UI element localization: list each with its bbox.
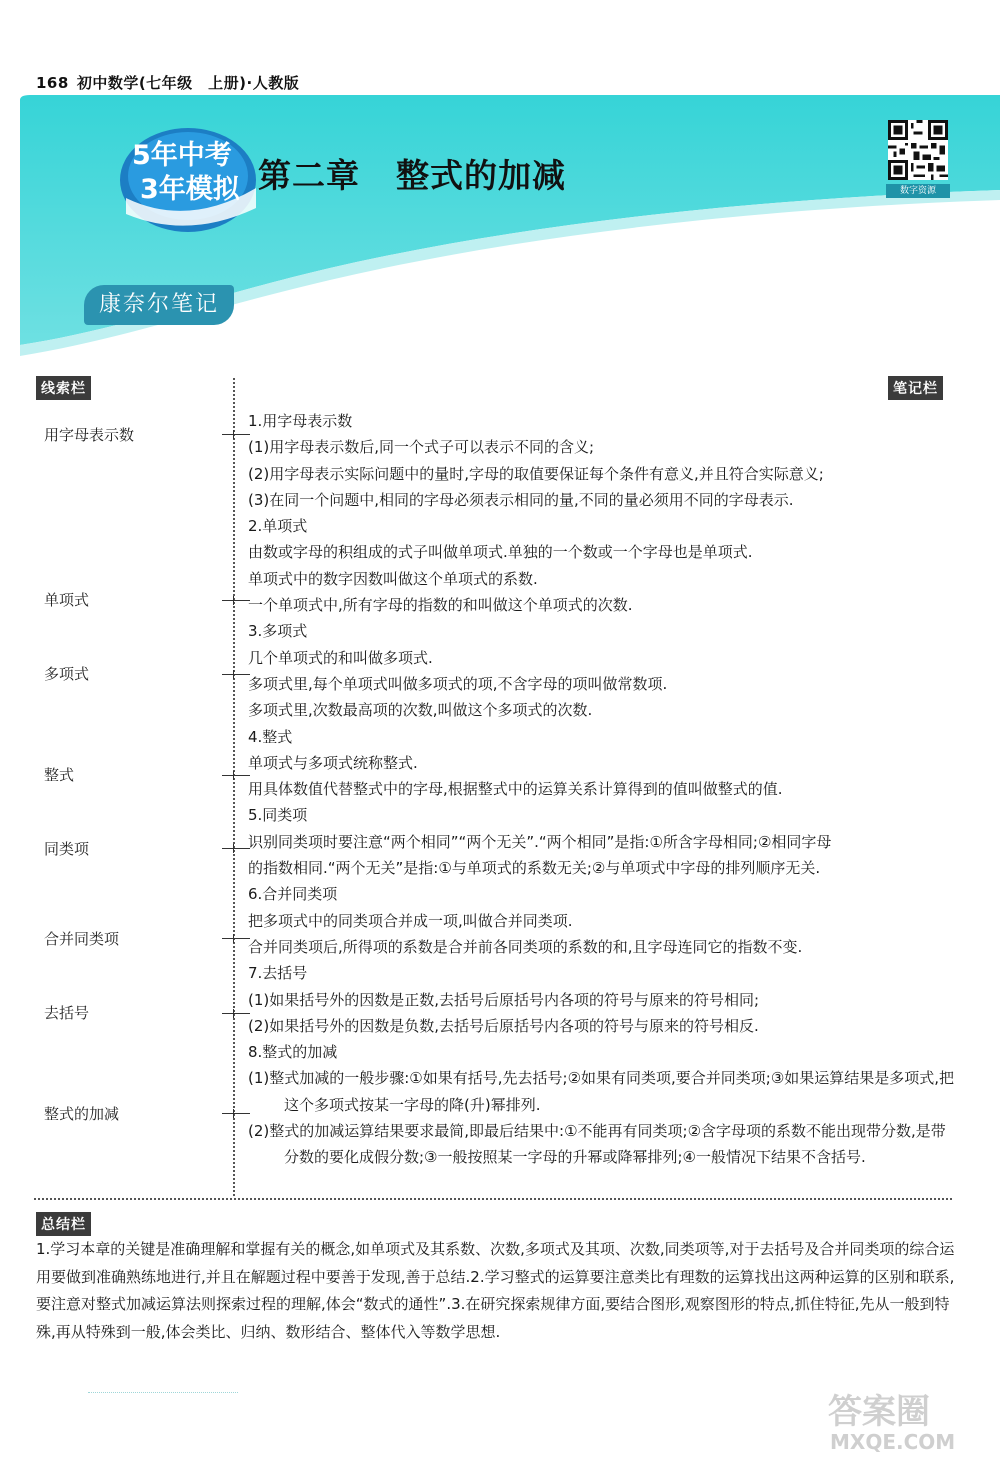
note-line: 识别同类项时要注意“两个相同”“两个无关”.“两个相同”是指:①所含字母相同;②相同字母: [248, 832, 832, 851]
notes-column-label: 笔记栏: [888, 376, 943, 400]
cue-column-label: 线索栏: [36, 376, 91, 400]
note-line: 合并同类项后,所得项的系数是合并前各同类项的系数的和,且字母连同它的指数不变.: [248, 937, 803, 956]
cue-item: 整式的加减: [44, 1105, 120, 1123]
note-line: 多项式里,次数最高项的次数,叫做这个多项式的次数.: [248, 701, 593, 720]
note-line: 由数或字母的积组成的式子叫做单项式.单独的一个数或一个字母也是单项式.: [248, 543, 753, 562]
notes-column: [248, 408, 958, 1171]
section-heading: 5.同类项: [248, 806, 308, 825]
cue-item: 用字母表示数: [44, 426, 135, 444]
page-number: 168: [36, 74, 69, 92]
connector-tick: [222, 434, 250, 435]
section-heading: 8.整式的加减: [248, 1043, 338, 1062]
cue-item: 单项式: [44, 591, 90, 609]
note-line: 用具体数值代替整式中的字母,根据整式中的运算关系计算得到的值叫做整式的值.: [248, 780, 783, 799]
note-line: 把多项式中的同类项合并成一项,叫做合并同类项.: [248, 911, 573, 930]
book-title: 初中数学(七年级 上册)·人教版: [76, 74, 300, 92]
section-heading: 2.单项式: [248, 517, 308, 536]
decorative-rule: [88, 1392, 238, 1393]
note-line: 一个单项式中,所有字母的指数的和叫做这个单项式的次数.: [248, 596, 633, 615]
connector-tick: [222, 600, 250, 601]
connector-tick: [222, 938, 250, 939]
qr-label: 数字资源: [886, 184, 950, 198]
section-heading: 1.用字母表示数: [248, 412, 353, 430]
section-heading: 6.合并同类项: [248, 885, 338, 904]
summary-column-label: 总结栏: [36, 1212, 91, 1236]
chapter-name: 整式的加减: [396, 156, 566, 195]
qr-code-icon[interactable]: [888, 120, 948, 180]
chapter-label: 第二章: [258, 156, 360, 195]
connector-tick: [222, 775, 250, 776]
section-heading: 4.整式: [248, 727, 293, 746]
chapter-title: [258, 150, 566, 197]
note-line: 几个单项式的和叫做多项式.: [248, 648, 433, 667]
section-heading: 7.去括号: [248, 964, 308, 983]
watermark-line-2: MXQE.COM: [830, 1430, 956, 1454]
note-line: 单项式中的数字因数叫做这个单项式的系数.: [248, 569, 538, 588]
site-watermark: [822, 1385, 982, 1455]
cue-item: 整式: [44, 766, 75, 784]
summary-text: 1.学习本章的关键是准确理解和掌握有关的概念,如单项式及其系数、次数,多项式及其项、次数,同类项等,对于去括号及合并同类项的综合运用要做到准确熟练地进行,并且在解题过程中要善于发现,善于总结.2.学习整式的运算要注意类比有理数的运算找出这两种运算的区别和联系,要注意对整式加减运算法则探索过程的理解,体会“数式的通性”.3.在研究探索规律方面,要结合图形,观察图形的特点,抓住特征,先从一般到特殊,再从特殊到一般,体会类比、归纳、数形结合、整体代入等数学思想.: [36, 1240, 955, 1341]
summary-divider: [34, 1198, 952, 1200]
note-line: (1)如果括号外的因数是正数,去括号后原括号内各项的符号与原来的符号相同;: [248, 990, 760, 1009]
note-line: (3)在同一个问题中,相同的字母必须表示相同的量,不同的量必须用不同的字母表示.: [248, 490, 794, 509]
note-line: 的指数相同.“两个无关”是指:①与单项式的系数无关;②与单项式中字母的排列顺序无关.: [248, 859, 821, 878]
note-line: (2)如果括号外的因数是负数,去括号后原括号内各项的符号与原来的符号相反.: [248, 1016, 759, 1035]
running-header: [36, 72, 299, 93]
note-line: 多项式里,每个单项式叫做多项式的项,不含字母的项叫做常数项.: [248, 674, 668, 693]
note-line: 单项式与多项式统称整式.: [248, 753, 418, 772]
note-line: (1)用字母表示数后,同一个式子可以表示不同的含义;: [248, 438, 595, 457]
connector-tick: [222, 848, 250, 849]
column-divider: [233, 378, 235, 1196]
cue-item: 去括号: [44, 1004, 90, 1022]
cornell-notes-badge: 康奈尔笔记: [84, 285, 234, 325]
series-logo: [116, 118, 266, 236]
section-heading: 3.多项式: [248, 622, 308, 641]
note-line: (1)整式加减的一般步骤:①如果有括号,先去括号;②如果有同类项,要合并同类项;③如果运算结果是多项式,把这个多项式按某一字母的降(升)幂排列.: [248, 1069, 955, 1114]
note-line: (2)整式的加减运算结果要求最简,即最后结果中:①不能再有同类项;②含字母项的系数不能出现带分数,是带分数的要化成假分数;③一般按照某一字母的升幂或降幂排列;④一般情况下结果不含括号.: [248, 1122, 946, 1167]
logo-line-2: 3年模拟: [140, 174, 240, 205]
logo-line-1: 5年中考: [132, 140, 232, 171]
watermark-line-1: 答案圈: [828, 1392, 930, 1432]
cue-item: 合并同类项: [44, 930, 120, 948]
note-line: (2)用字母表示实际问题中的量时,字母的取值要保证每个条件有意义,并且符合实际意义;: [248, 464, 824, 483]
connector-tick: [222, 674, 250, 675]
cue-item: 同类项: [44, 840, 90, 858]
connector-tick: [222, 1113, 250, 1114]
connector-tick: [222, 1013, 250, 1014]
cue-item: 多项式: [44, 665, 90, 683]
